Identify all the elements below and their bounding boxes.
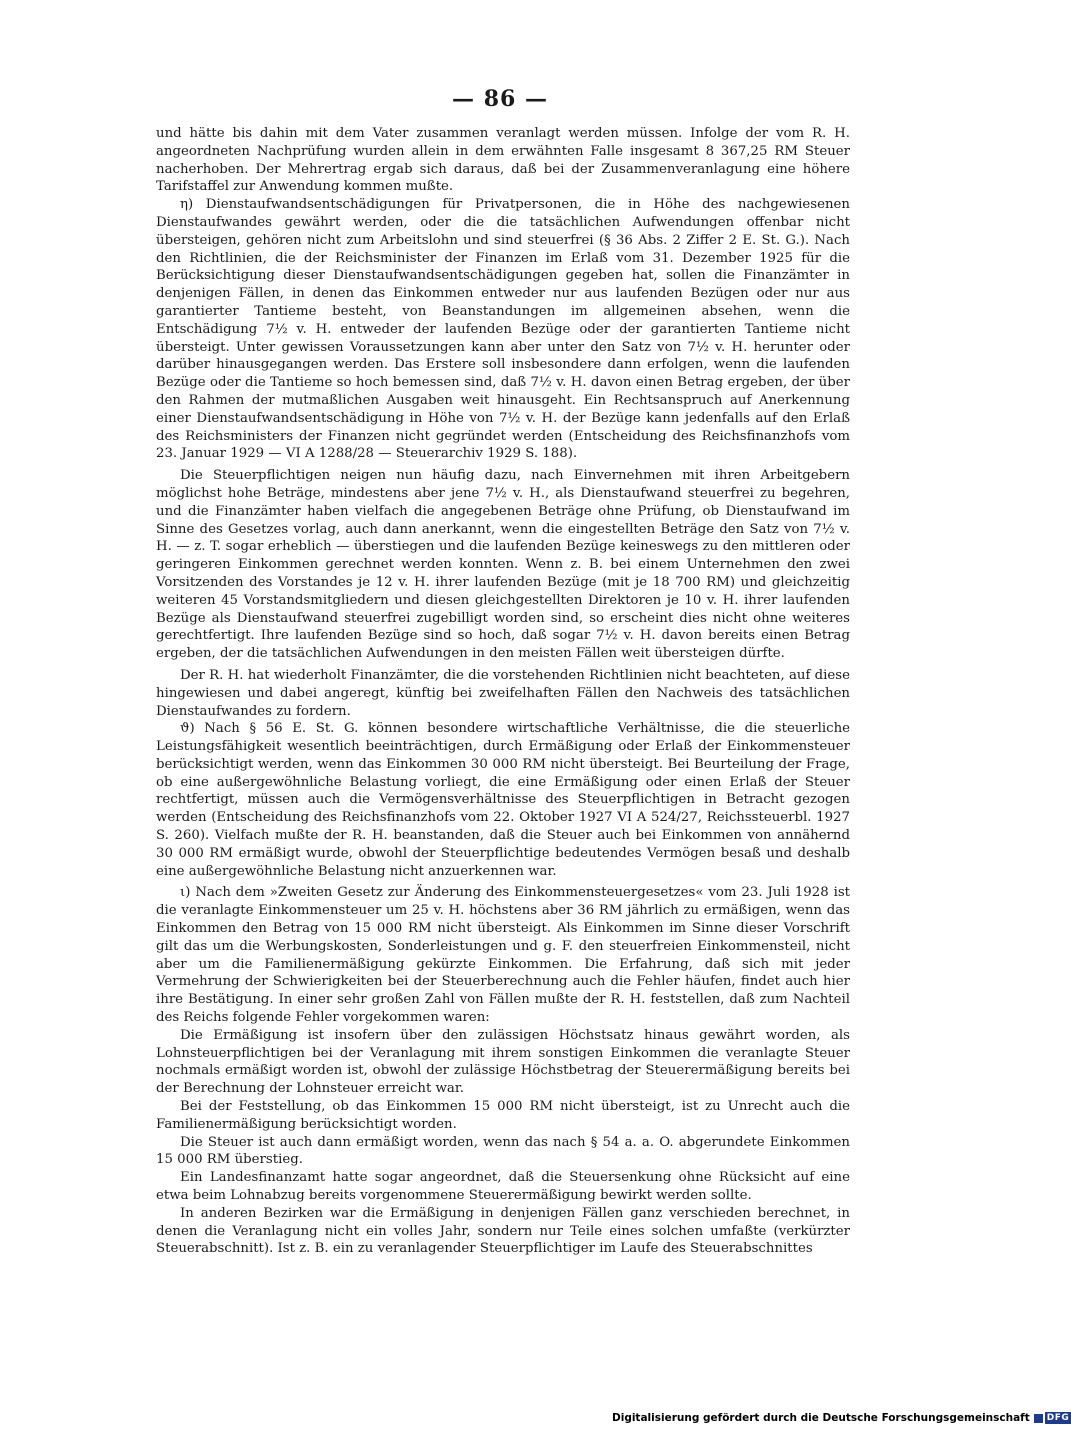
dfg-logo-text: DFG	[1046, 1413, 1070, 1423]
paragraph-theta: ϑ) Nach § 56 E. St. G. können besondere wirtschaftliche Verhältnisse, die die steuerliche Leistungsfähigkeit wesentlich beeinträchtigen, durch Ermäßigung oder Erlaß der Einkommensteuer berücksichtigt werden, wenn das Einkommen 30 000 RM nicht übersteigt. Bei Beurteilung der Frage, ob eine außergewöhnliche Belastung vorliegt, die eine Ermäßigung oder einen Erlaß der Steuer rechtfertigt, müssen auch die Vermögensverhältnisse des Steuerpflichtigen in Betracht gezogen werden (Entscheidung des Reichsfinanzhofs vom 22. Oktober 1927 VI A 524/27, Reichssteuerbl. 1927 S. 260). Vielfach mußte der R. H. beanstanden, daß die Steuer auch bei Einkommen von annähernd 30 000 RM ermäßigt wurde, obwohl der Steuerpflichtige bedeutendes Vermögen besaß und deshalb eine außergewöhnliche Belastung nicht anzuerkennen war.	[156, 721, 850, 879]
paragraph-iota: ι) Nach dem »Zweiten Gesetz zur Änderung des Einkommensteuergesetzes« vom 23. Juli 1928 ist die veranlagte Einkommensteuer um 25 v. H. höchstens aber 36 RM jährlich zu ermäßigen, wenn das Einkommen den Betrag von 15 000 RM nicht übersteigt. Als Einkommen im Sinne dieser Vorschrift gilt das um die Werbungskosten, Sonderleistungen und g. F. den steuerfreien Einkommensteil, nicht aber um die Familienermäßigung gekürzte Einkommen. Die Erfahrung, daß sich mit jeder Vermehrung der Schwierigkeiten bei der Steuerberechnung auch die Fehler häufen, findet auch hier ihre Bestätigung. In einer sehr großen Zahl von Fällen mußte der R. H. feststellen, daß zum Nachteil des Reichs folgende Fehler vorgekommen waren:	[156, 885, 850, 1026]
paragraph-continuation: und hätte bis dahin mit dem Vater zusammen veranlagt werden müssen. Infolge der vom R. H. angeordneten Nachprüfung wurden allein in dem erwähnten Falle insgesamt 8 367,25 RM Steuer nacherhoben. Der Mehrertrag ergab sich daraus, daß bei der Zusammenveranlagung eine höhere Tarifstaffel zur Anwendung kommen mußte.	[156, 126, 850, 195]
paragraph-fehler-1: Die Ermäßigung ist insofern über den zulässigen Höchstsatz hinaus gewährt worden, als Lohnsteuerpflichtigen bei der Veranlagung mit ihrem sonstigen Einkommen die veranlagte Steuer nochmals ermäßigt worden ist, obwohl der zulässige Höchstbetrag der Steuerermäßigung bereits bei der Berechnung der Lohnsteuer erreicht war.	[156, 1027, 850, 1097]
digitization-footer	[612, 1412, 1071, 1424]
page-number: — 86 —	[452, 86, 548, 112]
paragraph-steuerpflichtige: Die Steuerpflichtigen neigen nun häufig dazu, nach Einvernehmen mit ihren Arbeitgebern möglichst hohe Beträge, mindestens aber jene 7½ v. H., als Dienstaufwand steuerfrei zu begehren, und die Finanzämter haben vielfach die angegebenen Beträge ohne Prüfung, ob Dienstaufwand im Sinne des Gesetzes vorlag, auch dann anerkannt, wenn die eingestellten Beträge den Satz von 7½ v. H. — z. T. sogar erheblich — überstiegen und die laufenden Bezüge keineswegs zu den mittleren oder geringeren Einkommen gerechnet werden konnten. Wenn z. B. bei einem Unternehmen den zwei Vorsitzenden des Vorstandes je 12 v. H. ihrer laufenden Bezüge (mit je 18 700 RM) und gleichzeitig weiteren 45 Vorstandsmitgliedern und diesen gleichgestellten Direktoren je 10 v. H. ihrer laufenden Bezüge als Dienstaufwand steuerfrei zugebilligt worden sind, so erscheint dies nicht ohne weiteres gerechtfertigt. Ihre laufenden Bezüge sind so hoch, daß sogar 7½ v. H. davon bereits einen Betrag ergeben, der die tatsächlichen Aufwendungen in den meisten Fällen weit übersteigen dürfte.	[156, 468, 850, 662]
paragraph-fehler-2: Bei der Feststellung, ob das Einkommen 15 000 RM nicht übersteigt, ist zu Unrecht auch die Familienermäßigung berücksichtigt worden.	[156, 1099, 850, 1132]
paragraph-bezirke: In anderen Bezirken war die Ermäßigung in denjenigen Fällen ganz verschieden berechnet, in denen die Veranlagung nicht ein volles Jahr, sondern nur Teile eines solchen umfaßte (verkürzter Steuerabschnitt). Ist z. B. ein zu veranlagender Steuerpflichtiger im Laufe des Steuerabschnittes	[156, 1205, 850, 1257]
paragraph-fehler-4: Ein Landesfinanzamt hatte sogar angeordnet, daß die Steuersenkung ohne Rücksicht auf eine etwa beim Lohnabzug bereits vorgenommene Steuerermäßigung bewirkt werden sollte.	[156, 1170, 850, 1204]
footer-text: Digitalisierung gefördert durch die Deutsche Forschungsgemeinschaft	[612, 1412, 1030, 1424]
paragraph-rh-hinweis: Der R. H. hat wiederholt Finanzämter, die die vorstehenden Richtlinien nicht beachteten, auf diese hingewiesen und dabei angeregt, künftig bei zweifelhaften Fällen den Nachweis des tatsächlichen Dienstaufwandes zu fordern.	[156, 667, 850, 719]
paragraph-fehler-3: Die Steuer ist auch dann ermäßigt worden, wenn das nach § 54 a. a. O. abgerundete Einkommen 15 000 RM überstieg.	[156, 1134, 850, 1168]
document-body	[156, 125, 850, 1258]
paragraph-eta: η) Dienstaufwandsentschädigungen für Privatpersonen, die in Höhe des nachgewiesenen Dienstaufwandes gewährt werden, oder die die tatsächlichen Aufwendungen offenbar nicht übersteigen, gehören nicht zum Arbeitslohn und sind steuerfrei (§ 36 Abs. 2 Ziffer 2 E. St. G.). Nach den Richtlinien, die der Reichsminister der Finanzen im Erlaß vom 31. Dezember 1925 für die Berücksichtigung dieser Dienstaufwandsentschädigungen gegeben hat, sollen die Finanzämter in denjenigen Fällen, in denen das Einkommen entweder nur aus laufenden Bezügen oder nur aus garantierter Tantieme besteht, von Beanstandungen im allgemeinen absehen, wenn die Entschädigung 7½ v. H. entweder der laufenden Bezüge oder der garantierten Tantieme nicht übersteigt. Unter gewissen Voraussetzungen kann aber unter den Satz von 7½ v. H. herunter oder darüber hinausgegangen werden. Das Erstere soll insbesondere dann erfolgen, wenn die laufenden Bezüge oder die Tantieme so hoch bemessen sind, daß 7½ v. H. davon einen Betrag ergeben, der über den Rahmen der mutmaßlichen Ausgaben weit hinausgeht. Ein Rechtsanspruch auf Anerkennung einer Dienstaufwandsentschädigung in Höhe von 7½ v. H. der Bezüge kann jedenfalls auf den Erlaß des Reichsministers der Finanzen nicht gegründet werden (Entscheidung des Reichsfinanzhofs vom 23. Januar 1929 — VI A 1288/28 — Steuerarchiv 1929 S. 188).	[156, 197, 850, 462]
dfg-mark-icon	[1034, 1414, 1043, 1423]
dfg-logo	[1034, 1412, 1071, 1424]
